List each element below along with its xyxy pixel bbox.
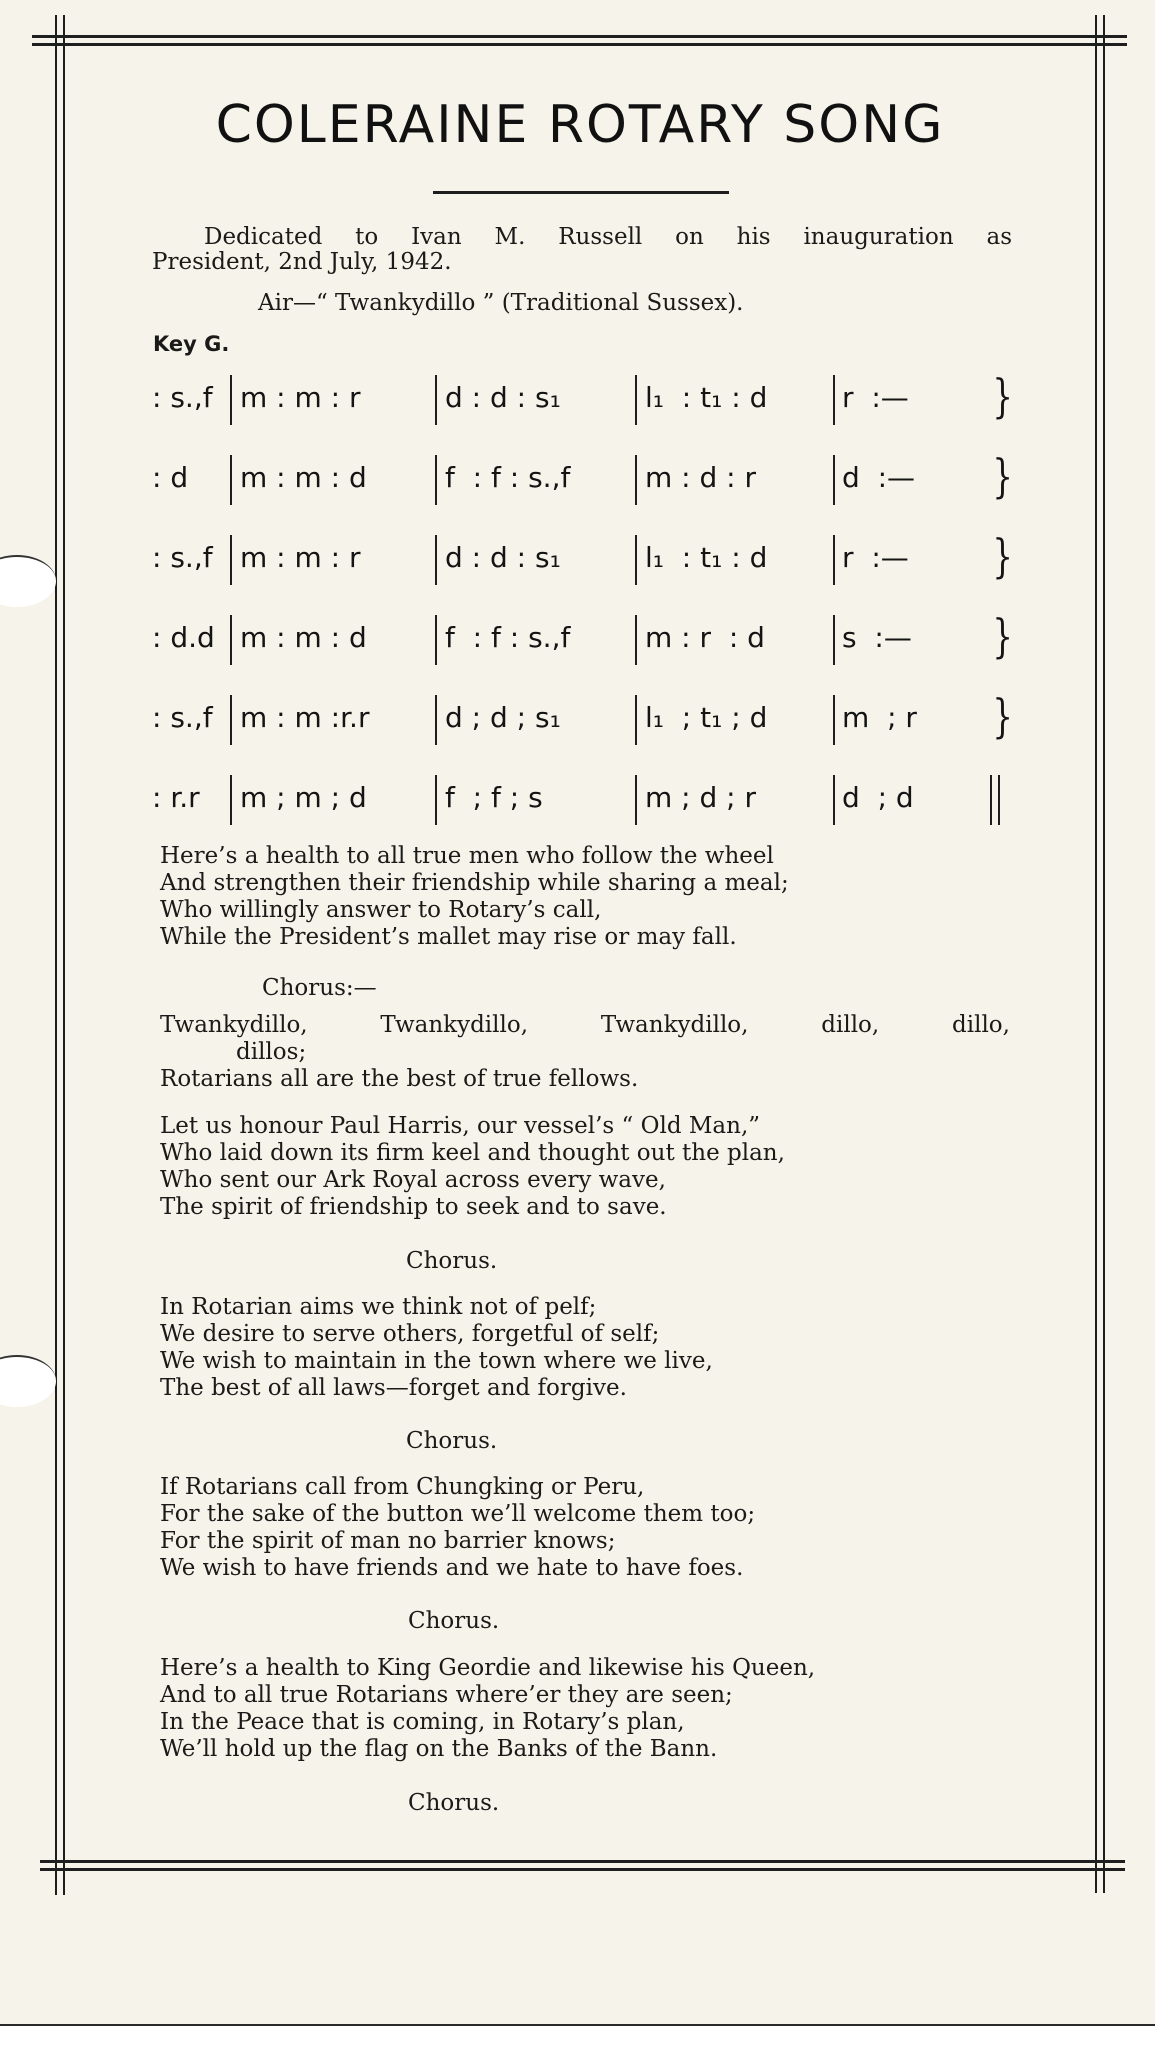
notation-measure: d ; d ; s₁	[445, 701, 561, 734]
bar-line	[435, 615, 437, 665]
chorus-word: Twankydillo,	[380, 1012, 529, 1038]
notation-measure: f ; f ; s	[445, 781, 543, 814]
notation-row	[150, 609, 1020, 665]
notation-measure: r :—	[842, 381, 909, 414]
chorus-word: dillo,	[821, 1012, 880, 1038]
top-border-line	[32, 35, 1127, 38]
bar-line	[230, 695, 232, 745]
notation-measure: l₁ ; t₁ ; d	[645, 701, 768, 734]
notation-row	[150, 449, 1020, 505]
notation-measure: l₁ : t₁ : d	[645, 381, 768, 414]
bar-line	[435, 695, 437, 745]
bar-line	[435, 455, 437, 505]
notation-measure: m ; r	[842, 701, 917, 734]
verse-line: For the spirit of man no barrier knows;	[160, 1528, 616, 1554]
verse-line: We’ll hold up the flag on the Banks of the Bann.	[160, 1736, 718, 1762]
notation-measure: m : d : r	[645, 461, 757, 494]
bar-line	[230, 455, 232, 505]
bar-line	[435, 375, 437, 425]
repeat-brace-icon: }	[992, 609, 1013, 663]
verse-line: The best of all laws—forget and forgive.	[160, 1375, 627, 1401]
bar-line	[230, 375, 232, 425]
bottom-border-line	[40, 1860, 1125, 1863]
left-border-line	[63, 15, 65, 1895]
verse-line: In the Peace that is coming, in Rotary’s plan,	[160, 1709, 685, 1735]
dedication	[152, 225, 1012, 275]
verse-line: And strengthen their friendship while sharing a meal;	[160, 870, 789, 896]
notation-measure: m : m : r	[240, 541, 361, 574]
notation-measure: f : f : s.,f	[445, 461, 571, 494]
verse-line: Let us honour Paul Harris, our vessel’s “ Old Man,”	[160, 1113, 761, 1139]
notation-measure: d : d : s₁	[445, 541, 561, 574]
chorus-refrain: Chorus.	[408, 1790, 500, 1816]
notation-pickup: : s.,f	[152, 541, 213, 574]
chorus-word: Twankydillo,	[160, 1012, 308, 1038]
bar-line	[435, 535, 437, 585]
right-border-line	[1095, 15, 1097, 1893]
notation-measure: m : r : d	[645, 621, 765, 654]
verse-line: While the President’s mallet may rise or may fall.	[160, 924, 737, 950]
verse-line: In Rotarian aims we think not of pelf;	[160, 1294, 597, 1320]
repeat-brace-icon: }	[992, 449, 1013, 503]
notation-measure: f : f : s.,f	[445, 621, 571, 654]
verse-line: Here’s a health to all true men who follow the wheel	[160, 843, 774, 869]
verse-line: If Rotarians call from Chungking or Peru,	[160, 1474, 645, 1500]
notation-measure: r :—	[842, 541, 909, 574]
notation-measure: d ; d	[842, 781, 914, 814]
air-attribution: Air—“ Twankydillo ” (Traditional Sussex).	[258, 290, 744, 316]
dedication-line-1: Dedicated to Ivan M. Russell on his inauguration as	[204, 224, 1012, 250]
bar-line	[635, 535, 637, 585]
verse-line: Who laid down its firm keel and thought out the plan,	[160, 1140, 785, 1166]
verse-line: Who sent our Ark Royal across every wave,	[160, 1167, 666, 1193]
verse-line: Who willingly answer to Rotary’s call,	[160, 897, 602, 923]
bar-line	[833, 535, 835, 585]
bar-line	[635, 615, 637, 665]
notation-measure: l₁ : t₁ : d	[645, 541, 768, 574]
notation-row	[150, 529, 1020, 585]
notation-measure: m ; d ; r	[645, 781, 757, 814]
chorus-word: dillo,	[952, 1012, 1010, 1038]
verse-line: We wish to have friends and we hate to have foes.	[160, 1555, 744, 1581]
notation-row	[150, 369, 1020, 425]
repeat-brace-icon: }	[992, 689, 1013, 743]
bar-line	[833, 375, 835, 425]
page-edge	[0, 2024, 1155, 2050]
notation-pickup: : d	[152, 461, 189, 494]
bar-line	[230, 535, 232, 585]
verse-line: We desire to serve others, forgetful of self;	[160, 1321, 660, 1347]
chorus	[160, 1012, 1020, 1093]
bar-line	[833, 615, 835, 665]
notation-row	[150, 775, 1020, 825]
punch-hole	[0, 1355, 56, 1407]
verse-line: We wish to maintain in the town where we live,	[160, 1348, 713, 1374]
bar-line	[833, 455, 835, 505]
bar-line	[635, 775, 637, 825]
bar-line	[635, 455, 637, 505]
verse-line: The spirit of friendship to seek and to save.	[160, 1194, 667, 1220]
page-title: COLERAINE ROTARY SONG	[215, 95, 945, 155]
top-border-line	[32, 43, 1127, 46]
chorus-line-1	[160, 1012, 1010, 1039]
verse-4	[160, 1474, 1020, 1582]
notation-pickup: : d.d	[152, 621, 215, 654]
chorus-word: Twankydillo,	[600, 1012, 749, 1038]
verse-3	[160, 1294, 1020, 1402]
notation-row	[150, 689, 1020, 745]
bar-line	[833, 695, 835, 745]
dedication-line-2: President, 2nd July, 1942.	[152, 249, 452, 275]
repeat-brace-icon: }	[992, 529, 1013, 583]
notation-measure: m : m : d	[240, 621, 367, 654]
chorus-heading: Chorus:—	[262, 975, 377, 1001]
notation-measure: m : m :r.r	[240, 701, 370, 734]
notation-pickup: : s.,f	[152, 701, 213, 734]
double-bar-line	[990, 775, 1000, 825]
chorus-refrain: Chorus.	[406, 1248, 498, 1274]
notation-measure: m : m : r	[240, 381, 361, 414]
chorus-line-2: Rotarians all are the best of true fellows.	[160, 1066, 639, 1092]
verse-line: Here’s a health to King Geordie and likewise his Queen,	[160, 1655, 816, 1681]
title-divider	[433, 191, 729, 194]
notation-pickup: : s.,f	[152, 381, 213, 414]
notation-measure: d : d : s₁	[445, 381, 561, 414]
bar-line	[635, 695, 637, 745]
verse-5	[160, 1655, 1020, 1763]
chorus-refrain: Chorus.	[406, 1428, 498, 1454]
bar-line	[230, 775, 232, 825]
notation-measure: d :—	[842, 461, 916, 494]
bar-line	[230, 615, 232, 665]
notation-measure: m ; m ; d	[240, 781, 367, 814]
notation-measure: s :—	[842, 621, 912, 654]
chorus-refrain: Chorus.	[408, 1608, 500, 1634]
chorus-line-1-continued: dillos;	[236, 1039, 307, 1065]
left-border-line	[55, 15, 57, 1895]
verse-line: For the sake of the button we’ll welcome them too;	[160, 1501, 756, 1527]
key-signature: Key G.	[153, 332, 230, 356]
repeat-brace-icon: }	[992, 369, 1013, 423]
bar-line	[833, 775, 835, 825]
bar-line	[635, 375, 637, 425]
punch-hole	[0, 555, 56, 607]
verse-line: And to all true Rotarians where’er they are seen;	[160, 1682, 733, 1708]
verse-2	[160, 1113, 1020, 1221]
right-border-line	[1103, 15, 1105, 1893]
notation-pickup: : r.r	[152, 781, 200, 814]
bar-line	[435, 775, 437, 825]
notation-measure: m : m : d	[240, 461, 367, 494]
verse-1	[160, 843, 1020, 951]
bottom-border-line	[40, 1868, 1125, 1871]
